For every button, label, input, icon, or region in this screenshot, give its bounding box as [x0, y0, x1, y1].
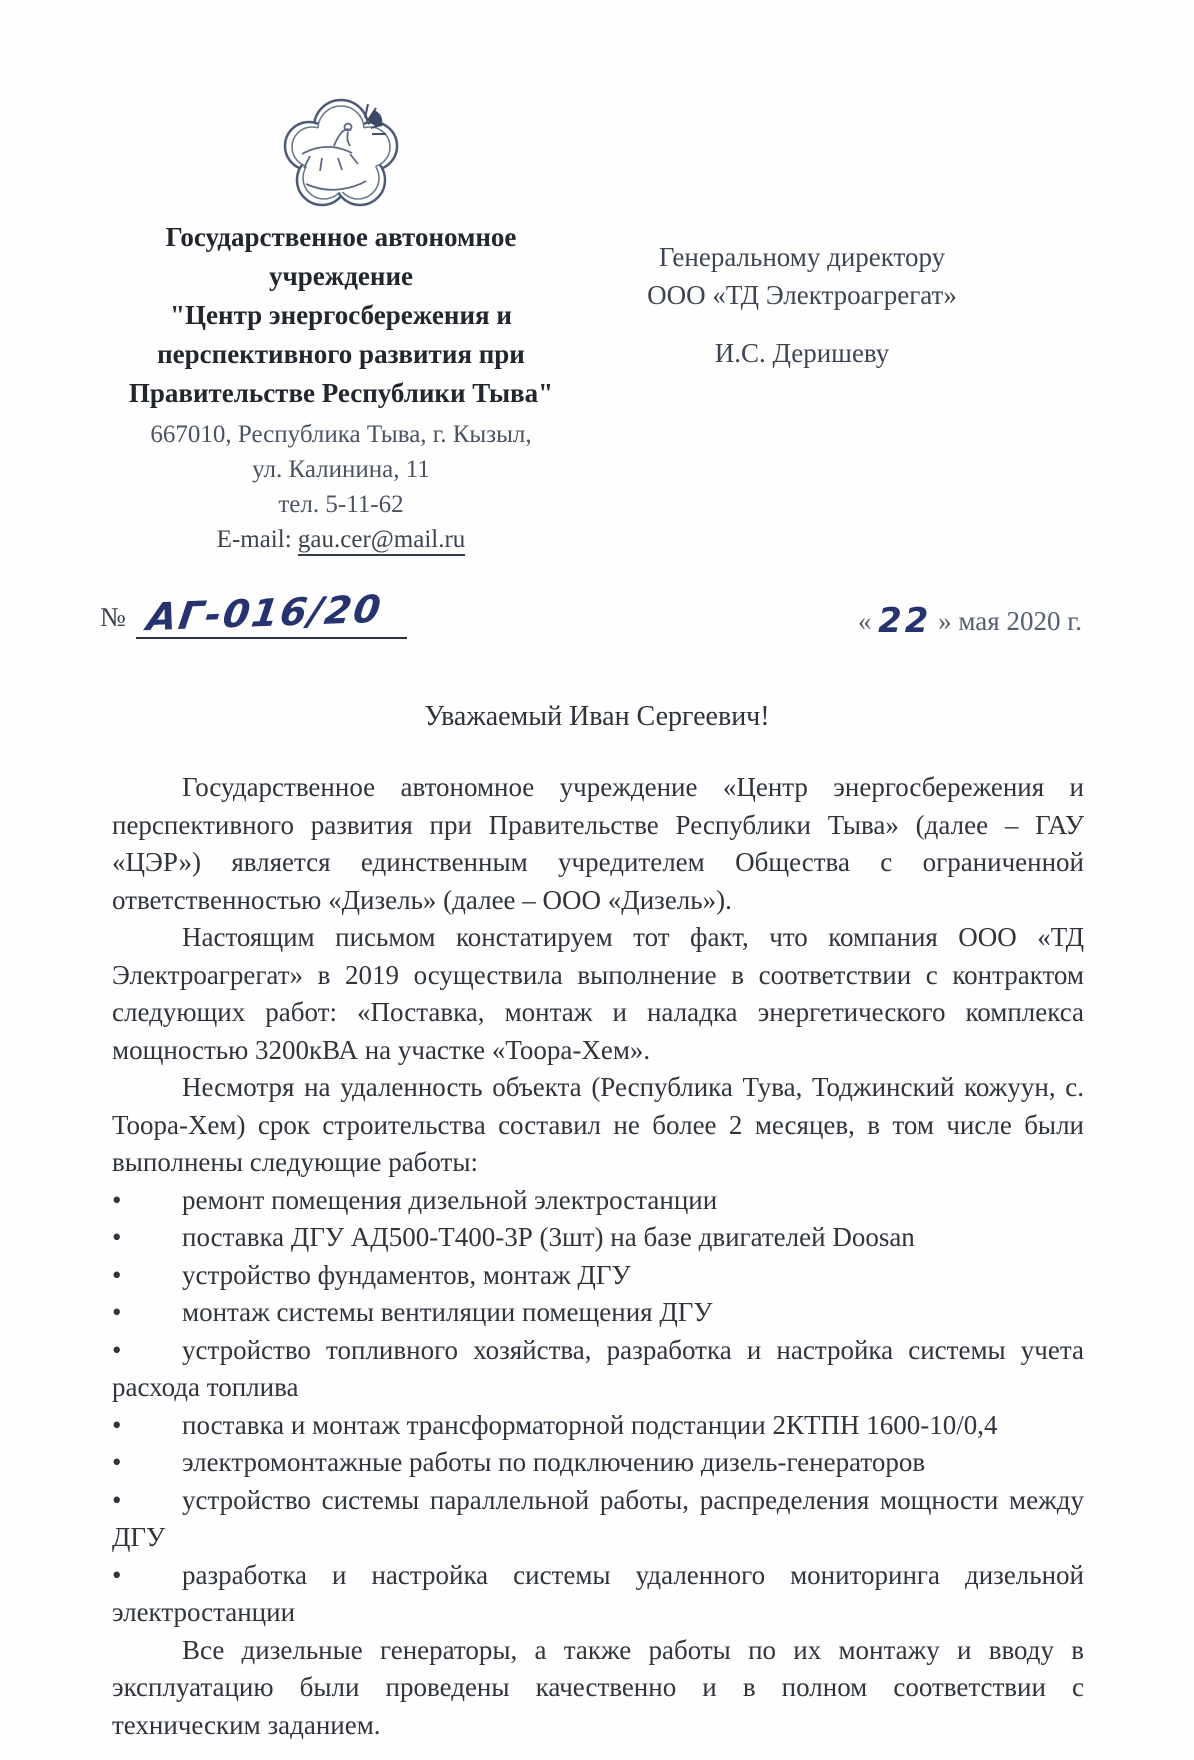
- org-email-line: [110, 522, 572, 557]
- email-label: E-mail:: [216, 526, 298, 553]
- ref-number-handwritten: АГ-016/20: [144, 586, 386, 640]
- org-name-line: перспективного развития при: [157, 339, 525, 369]
- sender-block: [110, 96, 572, 557]
- body-paragraph: Государственное автономное учреждение «Центр энергосбережения и перспективного развития при Правительстве Республики Тыва» (далее – ГАУ «ЦЭР») является единственным учредителем Общества с ограниченной ответственностью «Дизель» (далее – ООО «Дизель»).: [112, 772, 1084, 915]
- org-address-line: 667010, Республика Тыва, г. Кызыл,: [150, 421, 532, 448]
- letter-body: [112, 769, 1084, 1744]
- recipient-line: ООО «ТД Электроагрегат»: [647, 280, 957, 310]
- bullet-icon: •: [112, 1184, 122, 1215]
- recipient-block: [634, 96, 970, 557]
- org-address-line: ул. Калинина, 11: [252, 456, 430, 483]
- closing-paragraph: Все дизельные генераторы, а также работы по их монтажу и вводу в эксплуатацию были проведены качественно и в полном соответствии с техническим заданием.: [112, 1634, 1084, 1740]
- body-paragraphs: [112, 769, 1084, 1182]
- bullet-item: [112, 1294, 1084, 1332]
- bullet-list: [112, 1182, 1084, 1632]
- bullet-icon: •: [112, 1222, 122, 1252]
- bullet-item: [112, 1482, 1084, 1557]
- bullet-icon: •: [112, 1409, 122, 1440]
- bullet-item-text: электромонтажные работы по подключению дизель-генераторов: [182, 1447, 926, 1477]
- recipient-line: Генеральному директору: [658, 242, 946, 272]
- org-address: [110, 417, 572, 522]
- org-name: [110, 218, 572, 413]
- org-name-line: Правительстве Республики Тыва": [128, 378, 554, 408]
- bullet-item-text: ремонт помещения дизельной электростанции: [182, 1184, 718, 1215]
- bullet-item-text: устройство топливного хозяйства, разработка и настройка системы учета расхода топлива: [112, 1334, 1084, 1402]
- letter-header: [0, 0, 1194, 557]
- bullet-item: [112, 1557, 1084, 1632]
- bullet-icon: •: [112, 1334, 122, 1365]
- ref-number: [100, 586, 407, 640]
- salutation: Уважаемый Иван Сергеевич!: [424, 701, 770, 732]
- bullet-item-text: поставка ДГУ АД500-Т400-3Р (3шт) на базе двигателей Doosan: [182, 1222, 915, 1252]
- bullet-item: [112, 1182, 1084, 1220]
- org-emblem: [110, 96, 572, 212]
- bullet-icon: •: [112, 1259, 122, 1290]
- org-name-line: учреждение: [268, 261, 414, 291]
- bullet-icon: •: [112, 1447, 122, 1477]
- bullet-item: [112, 1407, 1084, 1445]
- bullet-item-text: устройство системы параллельной работы, распределения мощности между ДГУ: [112, 1484, 1084, 1552]
- date-day-handwritten: 22: [878, 601, 932, 641]
- ref-number-label: №: [100, 602, 126, 632]
- bullet-icon: •: [112, 1484, 122, 1515]
- org-address-line: тел. 5-11-62: [278, 491, 404, 518]
- bullet-icon: •: [112, 1559, 122, 1590]
- date-open-quote: «: [857, 606, 872, 636]
- tyva-emblem-icon: [276, 96, 406, 210]
- date-close-quote: »: [938, 606, 952, 636]
- bullet-icon: •: [112, 1297, 122, 1327]
- bullet-item: [112, 1444, 1084, 1482]
- recipient-name: И.С. Деришеву: [714, 338, 890, 368]
- ref-date: [858, 599, 1082, 639]
- recipient-lines: [634, 238, 970, 314]
- body-paragraph: Несмотря на удаленность объекта (Республика Тува, Тоджинский кожуун, с. Тоора-Хем) срок строительства составил не более 2 месяцев, в том числе были выполнены следующие работы:: [112, 1072, 1084, 1177]
- date-rest: мая 2020 г.: [958, 606, 1082, 636]
- bullet-item-text: монтаж системы вентиляции помещения ДГУ: [182, 1297, 713, 1327]
- bullet-item-text: поставка и монтаж трансформаторной подстанции 2КТПН 1600-10/0,4: [182, 1409, 998, 1440]
- org-name-line: "Центр энергосбережения и: [170, 300, 512, 330]
- bullet-item: [112, 1332, 1084, 1407]
- org-name-line: Государственное автономное: [165, 222, 517, 252]
- bullet-item-text: разработка и настройка системы удаленного мониторинга дизельной электростанции: [112, 1559, 1084, 1627]
- bullet-item: [112, 1257, 1084, 1295]
- bullet-item: [112, 1219, 1084, 1257]
- body-paragraph: Настоящим письмом констатируем тот факт, что компания ООО «ТД Электроагрегат» в 2019 осуществила выполнение в соответствии с контрактом следующих работ: «Поставка, монтаж и наладка энергетического комплекса мощностью 3200кВА на участке «Тоора-Хем».: [112, 922, 1084, 1065]
- ref-number-underline: [136, 586, 407, 640]
- bullet-item-text: устройство фундаментов, монтаж ДГУ: [182, 1259, 631, 1290]
- org-email: gau.cer@mail.ru: [298, 526, 465, 556]
- reference-row: [100, 586, 1082, 641]
